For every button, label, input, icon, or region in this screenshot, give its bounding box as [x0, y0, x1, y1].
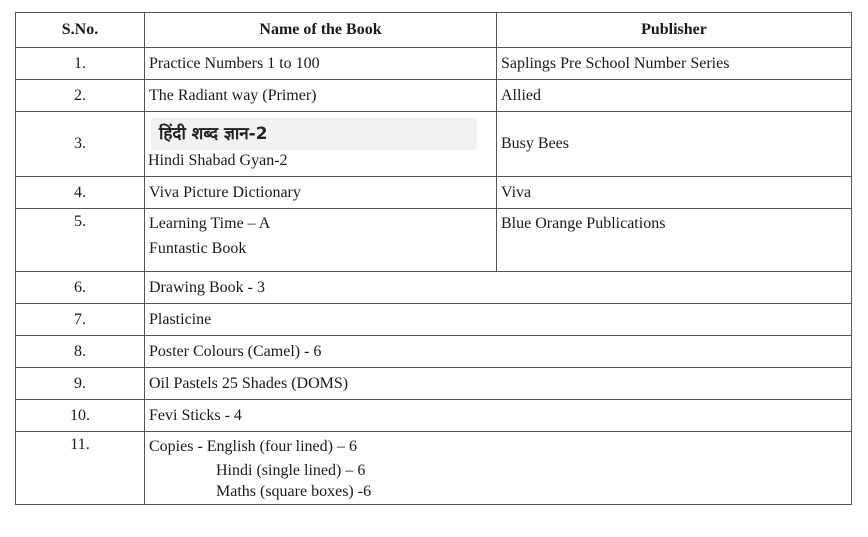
- book-name-line-2: Funtastic Book: [149, 240, 247, 257]
- table-row: [16, 432, 852, 505]
- book-name: Fevi Sticks - 4: [145, 400, 852, 432]
- copies-hindi: Hindi (single lined) – 6: [216, 462, 366, 479]
- serial-number: 6.: [16, 272, 145, 304]
- book-name: Hindi Shabad Gyan-2: [148, 152, 288, 169]
- table-row: [16, 209, 852, 272]
- book-name: Drawing Book - 3: [145, 272, 852, 304]
- hindi-title-image: हिंदी शब्द ज्ञान-2: [151, 118, 477, 150]
- copies-maths: Maths (square boxes) -6: [216, 483, 372, 500]
- book-name-cell: [145, 112, 497, 177]
- book-name: Poster Colours (Camel) - 6: [145, 336, 852, 368]
- table-row: [16, 304, 852, 336]
- serial-number: 10.: [16, 400, 145, 432]
- table-row: [16, 336, 852, 368]
- header-sno: S.No.: [16, 13, 145, 48]
- serial-number: 7.: [16, 304, 145, 336]
- publisher: Saplings Pre School Number Series: [497, 48, 852, 80]
- serial-number: 11.: [16, 432, 145, 505]
- book-name-line-1: Learning Time – A: [149, 215, 271, 232]
- serial-number: 2.: [16, 80, 145, 112]
- book-name-cell: [145, 432, 852, 505]
- serial-number: 8.: [16, 336, 145, 368]
- serial-number: 1.: [16, 48, 145, 80]
- book-name: Practice Numbers 1 to 100: [145, 48, 497, 80]
- header-book-name: Name of the Book: [145, 13, 497, 48]
- serial-number: 3.: [16, 112, 145, 177]
- table-row: [16, 368, 852, 400]
- publisher: Busy Bees: [497, 112, 852, 177]
- book-name-cell: [145, 209, 497, 272]
- serial-number: 9.: [16, 368, 145, 400]
- header-publisher: Publisher: [497, 13, 852, 48]
- table-row: [16, 272, 852, 304]
- copies-english: Copies - English (four lined) – 6: [149, 438, 357, 455]
- book-name: The Radiant way (Primer): [145, 80, 497, 112]
- book-name: Viva Picture Dictionary: [145, 177, 497, 209]
- publisher: Allied: [497, 80, 852, 112]
- table-row: [16, 177, 852, 209]
- serial-number: 5.: [16, 209, 145, 272]
- table-row: [16, 112, 852, 177]
- table-row: [16, 400, 852, 432]
- serial-number: 4.: [16, 177, 145, 209]
- table-row: [16, 80, 852, 112]
- publisher: [497, 209, 852, 272]
- header-row: [16, 13, 852, 48]
- publisher-text: Blue Orange Publications: [501, 215, 666, 232]
- book-list-table: [15, 12, 852, 505]
- table-row: [16, 48, 852, 80]
- book-name: Oil Pastels 25 Shades (DOMS): [145, 368, 852, 400]
- book-name: Plasticine: [145, 304, 852, 336]
- publisher: Viva: [497, 177, 852, 209]
